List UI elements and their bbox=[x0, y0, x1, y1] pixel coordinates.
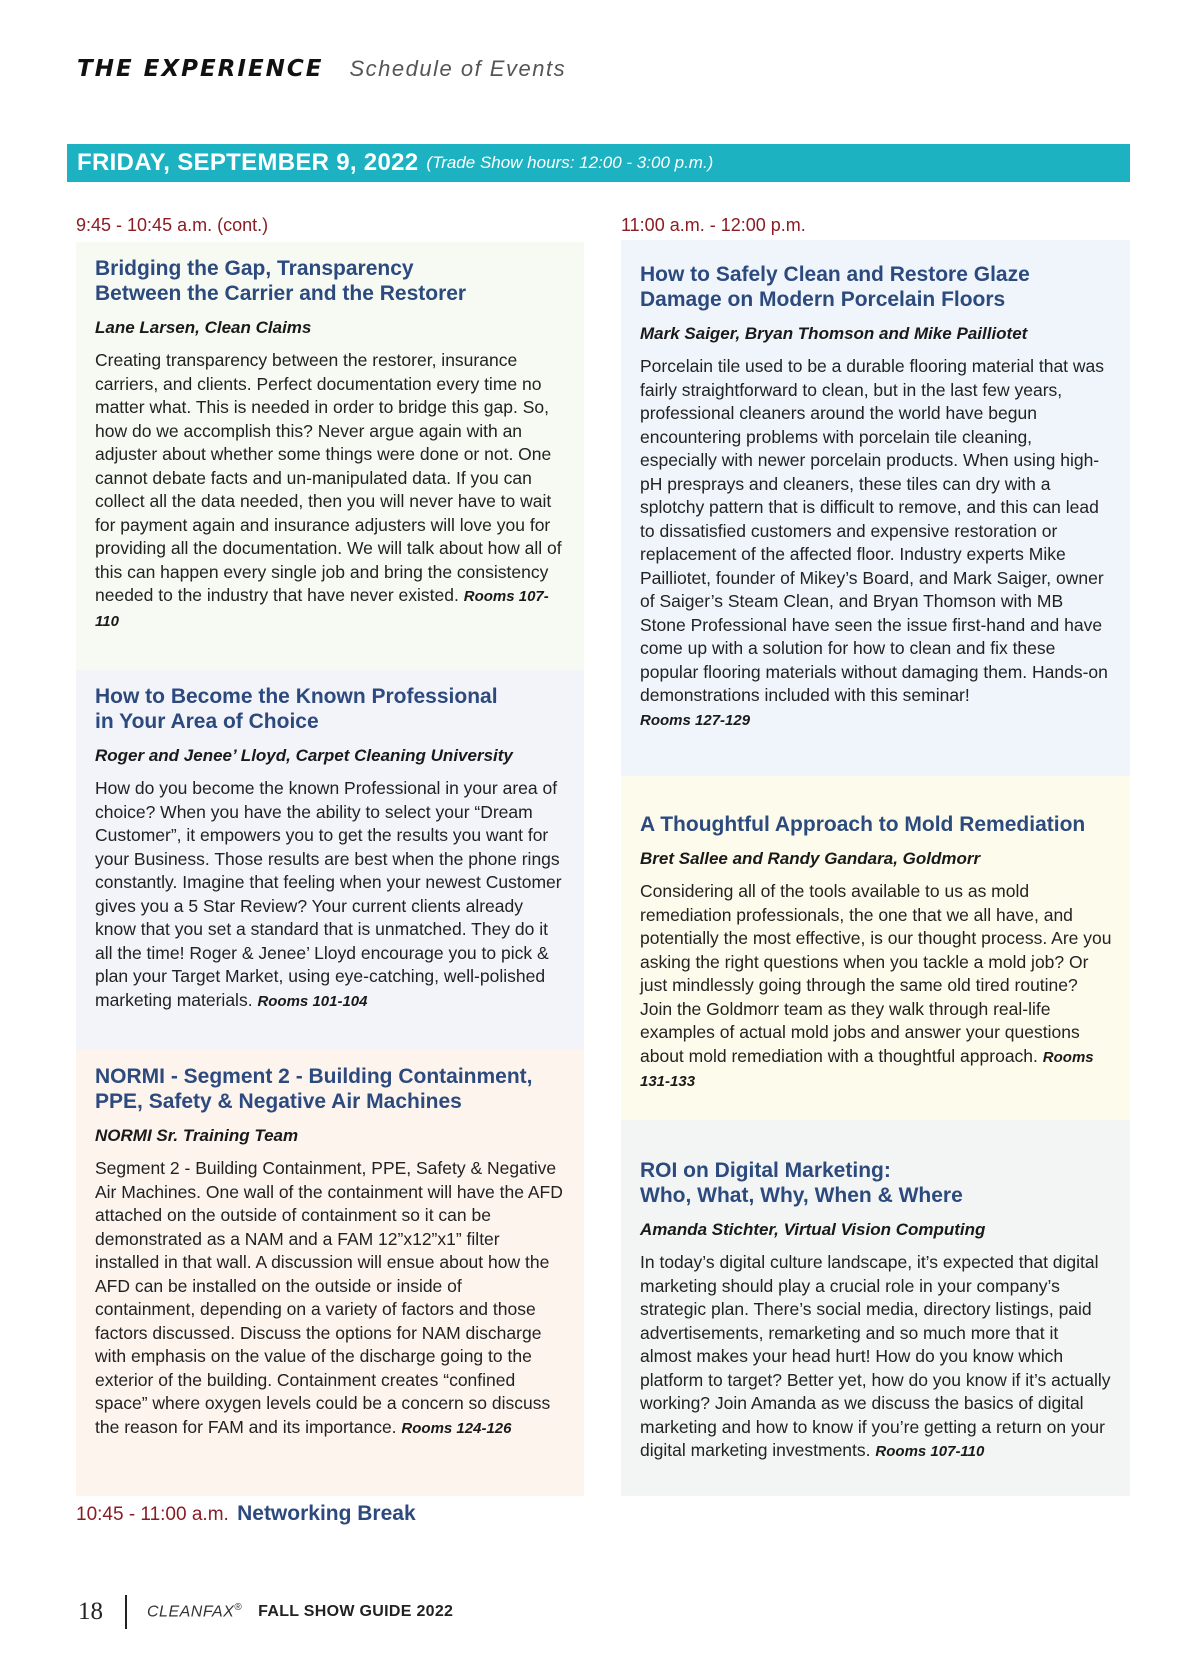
session-title-line: Between the Carrier and the Restorer bbox=[95, 282, 467, 305]
session-description bbox=[640, 1251, 1112, 1464]
description-text: In today’s digital culture landscape, it’s expected that digital marketing should play a crucial role in your company’s strategic plan. There’s social media, directory listings, paid advertisements, remarketing and so much more that it almost makes your head hurt! How do you know which platform to target? Better yet, how do you know if it’s actually working? Join Amanda as we discuss the basics of digital marketing and how to know if you’re getting a return on your digital marketing investments. bbox=[640, 1252, 1111, 1460]
session-rooms: Rooms 107-110 bbox=[95, 588, 549, 630]
session-description bbox=[640, 880, 1112, 1094]
session-rooms: Rooms 131-133 bbox=[640, 1048, 1094, 1090]
trade-show-hours: (Trade Show hours: 12:00 - 3:00 p.m.) bbox=[426, 153, 714, 172]
session-card bbox=[76, 670, 584, 1050]
session-title bbox=[95, 684, 566, 734]
brand-text: CLEANFAX bbox=[147, 1603, 235, 1621]
session-card bbox=[621, 240, 1130, 776]
session-speaker: Amanda Stichter, Virtual Vision Computing bbox=[640, 1220, 986, 1239]
session-title: A Thoughtful Approach to Mold Remediation bbox=[640, 813, 1086, 836]
session-title bbox=[640, 262, 1112, 312]
session-rooms: Rooms 127-129 bbox=[640, 711, 751, 729]
session-card bbox=[76, 242, 584, 670]
session-speaker: Roger and Jenee’ Lloyd, Carpet Cleaning University bbox=[95, 746, 513, 765]
session-title-line: ROI on Digital Marketing: bbox=[640, 1159, 891, 1182]
session-title bbox=[95, 256, 566, 306]
session-title bbox=[95, 1064, 566, 1114]
session-speaker: NORMI Sr. Training Team bbox=[95, 1126, 299, 1145]
page-footer bbox=[78, 1595, 453, 1629]
session-description bbox=[95, 1157, 566, 1440]
day-date: FRIDAY, SEPTEMBER 9, 2022 bbox=[77, 149, 419, 176]
session-description bbox=[95, 777, 566, 1013]
session-title-line: Who, What, Why, When & Where bbox=[640, 1184, 963, 1207]
footer-divider bbox=[125, 1595, 127, 1629]
session-description bbox=[95, 349, 566, 633]
session-title-line: Damage on Modern Porcelain Floors bbox=[640, 288, 1006, 311]
break-time: 10:45 - 11:00 a.m. bbox=[76, 1504, 229, 1525]
session-card bbox=[621, 1120, 1130, 1496]
session-title-line: in Your Area of Choice bbox=[95, 710, 319, 733]
section-subtitle: Schedule of Events bbox=[349, 56, 567, 81]
description-text: Segment 2 - Building Containment, PPE, Safety & Negative Air Machines. One wall of the containment will have the AFD attached on the outside of containment so it can be demonstrated as a NAM and a FAM 12”x12”x1” filter installed in that wall. A discussion will ensue about how the AFD can be installed on the outside or inside of containment, depending on a variety of factors and those factors discussed. Discuss the options for NAM discharge with emphasis on the value of the discharge going to the exterior of the building. Containment creates “confined space” where oxygen levels could be a concern so discuss the reason for FAM and its importance. bbox=[95, 1158, 563, 1437]
page-number: 18 bbox=[78, 1598, 103, 1625]
description-text: Creating transparency between the restorer, insurance carriers, and clients. Perfect documentation every time no matter what. This is needed in order to bridge this gap. So, how do we accomplish this? Never argue again with an adjuster about whether some things were done or not. One cannot debate facts and un-manipulated data. If you can collect all the data needed, then you will never have to wait for payment again and insurance adjusters will love you for providing all the documentation. We will talk about how all of this can happen every single job and bring the consistency needed to the industry that have never existed. bbox=[95, 350, 562, 605]
description-text: How do you become the known Professional in your area of choice? When you have the ability to select your “Dream Customer”, it empowers you to get the results you want for your Business. Those results are best when the phone rings constantly. Imagine that feeling when your newest Customer gives you a 5 Star Review? Your current clients already know that you set a standard that is unmatched. They do it all the time! Roger & Jenee’ Lloyd encourage you to pick & plan your Target Market, using eye-catching, well-polished marketing materials. bbox=[95, 778, 562, 1010]
networking-break bbox=[76, 1502, 416, 1526]
session-speaker: Lane Larsen, Clean Claims bbox=[95, 318, 312, 337]
session-speaker: Bret Sallee and Randy Gandara, Goldmorr bbox=[640, 849, 981, 868]
session-rooms: Rooms 124-126 bbox=[401, 1419, 512, 1437]
description-text: Considering all of the tools available to us as mold remediation professionals, the one that we all have, and potentially the most effective, is our thought process. Are you asking the right questions when you tackle a mold job? Or just mindlessly going through the same old tired routine? Join the Goldmorr team as they walk through real-life examples of actual mold jobs and answer your questions about mold remediation with a thoughtful approach. bbox=[640, 881, 1112, 1066]
page-header bbox=[77, 56, 566, 82]
session-title-line: PPE, Safety & Negative Air Machines bbox=[95, 1090, 462, 1113]
session-description bbox=[640, 355, 1112, 732]
session-title-line: How to Become the Known Professional bbox=[95, 685, 498, 708]
session-card bbox=[76, 1050, 584, 1496]
session-rooms: Rooms 101-104 bbox=[257, 992, 368, 1010]
day-banner bbox=[67, 144, 1130, 182]
session-rooms: Rooms 107-110 bbox=[875, 1443, 985, 1460]
session-title-line: NORMI - Segment 2 - Building Containment, bbox=[95, 1065, 533, 1088]
break-label: Networking Break bbox=[237, 1502, 416, 1525]
left-time-slot: 9:45 - 10:45 a.m. (cont.) bbox=[76, 215, 269, 235]
session-title-line: How to Safely Clean and Restore Glaze bbox=[640, 263, 1030, 286]
publication-brand bbox=[147, 1602, 242, 1621]
session-title-line: Bridging the Gap, Transparency bbox=[95, 257, 414, 280]
section-title: THE EXPERIENCE bbox=[77, 56, 324, 82]
description-text: Porcelain tile used to be a durable flooring material that was fairly straightforward to clean, but in the last few years, professional cleaners around the world have begun encountering problems with porcelain tile cleaning, especially with newer porcelain products. When using high-pH presprays and cleaners, these tiles can dry with a splotchy pattern that is difficult to remove, and this can lead to dissatisfied customers and expensive restoration or replacement of the affected floor. Industry experts Mike Pailliotet, founder of Mikey’s Board, and Mark Saiger, owner of Saiger’s Steam Clean, and Bryan Thomson with MB Stone Professional have seen the issue first-hand and have come up with a solution for how to clean and fix these popular flooring materials without damaging them. Hands-on demonstrations included with this seminar! bbox=[640, 356, 1108, 705]
publication-guide: FALL SHOW GUIDE 2022 bbox=[258, 1603, 454, 1620]
session-speaker: Mark Saiger, Bryan Thomson and Mike Pailliotet bbox=[640, 324, 1028, 343]
registered-mark: ® bbox=[234, 1602, 243, 1614]
session-card bbox=[621, 776, 1130, 1120]
session-title bbox=[640, 1158, 1112, 1208]
right-time-slot: 11:00 a.m. - 12:00 p.m. bbox=[621, 215, 806, 235]
